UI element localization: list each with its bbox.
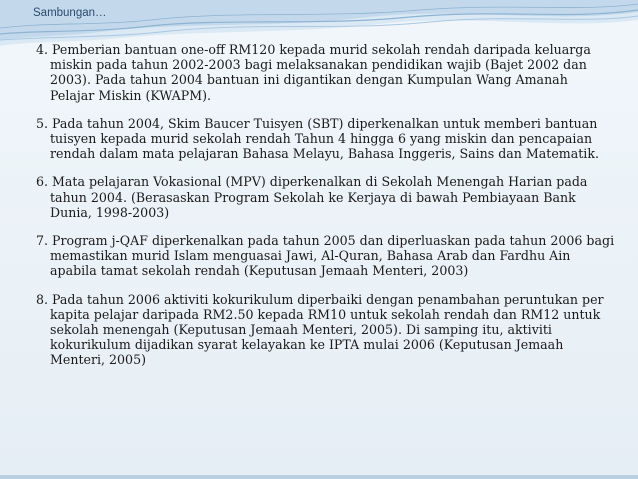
list-item: 8. Pada tahun 2006 aktiviti kokurikulum diperbaiki dengan penambahan peruntukan per kapita pelajar daripada RM2.50 kepada RM10 untuk sekolah rendah dan RM12 untuk sekolah menengah (Keputusan Jemaah Menteri, 2005). Di samping itu, aktiviti kokurikulum dijadikan syarat kelayakan ke IPTA mulai 2006 (Keputusan Jemaah Menteri, 2005) xyxy=(36,291,604,368)
section-label: Sambungan… xyxy=(33,7,107,19)
slide-body xyxy=(36,42,616,381)
list-item: 5. Pada tahun 2004, Skim Baucer Tuisyen (SBT) diperkenalkan untuk memberi bantuan tuisyen kepada murid sekolah rendah Tahun 4 hingga 6 yang miskin dan pencapaian rendah dalam mata pelajaran Bahasa Melayu, Bahasa Inggeris, Sains dan Matematik. xyxy=(36,115,599,162)
list-item: 7. Program j-QAF diperkenalkan pada tahun 2005 dan diperluaskan pada tahun 2006 bagi memastikan murid Islam menguasai Jawi, Al-Quran, Bahasa Arab dan Fardhu Ain apabila tamat sekolah rendah (Keputusan Jemaah Menteri, 2003) xyxy=(36,233,615,279)
footer-band xyxy=(0,475,638,479)
list-item: 4. Pemberian bantuan one-off RM120 kepada murid sekolah rendah daripada keluarga miskin pada tahun 2002-2003 bagi melaksanakan pendidikan wajib (Bajet 2002 dan 2003). Pada tahun 2004 bantuan ini digantikan dengan Kumpulan Wang Amanah Pelajar Miskin (KWAPM). xyxy=(36,42,591,103)
list-item: 6. Mata pelajaran Vokasional (MPV) diperkenalkan di Sekolah Menengah Harian pada tahun 2004. (Berasaskan Program Sekolah ke Kerjaya di bawah Pembiayaan Bank Dunia, 1998-2003) xyxy=(36,174,588,220)
